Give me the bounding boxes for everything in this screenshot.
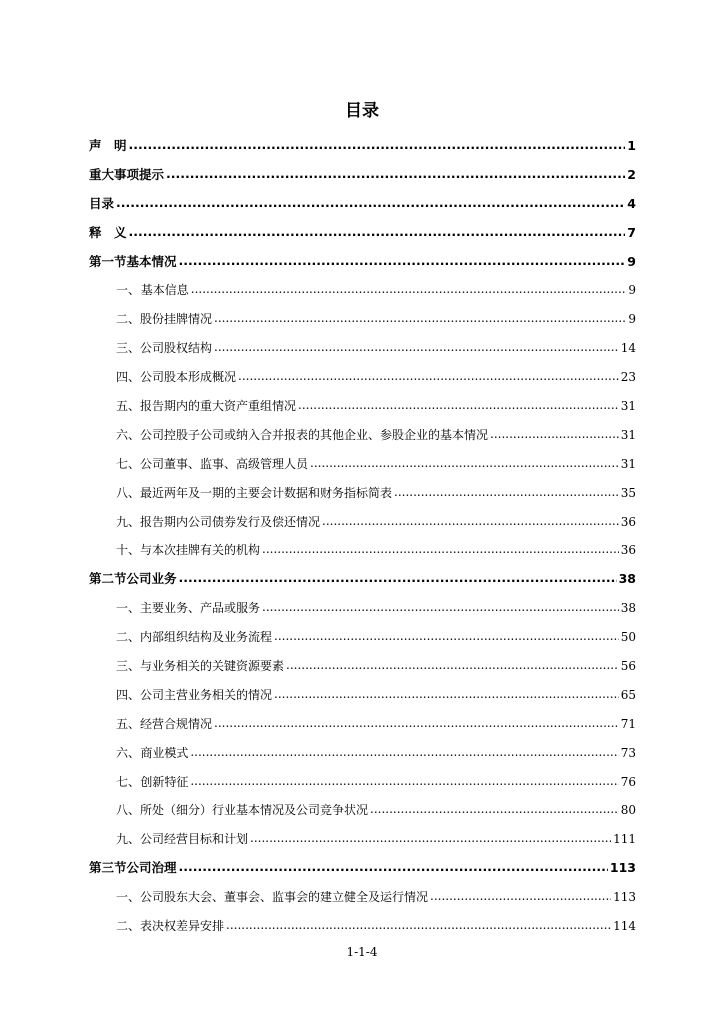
toc-subsection-entry[interactable] <box>89 309 636 338</box>
toc-entry-number: 一、 <box>116 601 141 616</box>
toc-entry-page-number: 36 <box>620 543 636 558</box>
toc-entry-number: 五、 <box>116 716 141 731</box>
toc-entry-page-number: 23 <box>620 370 636 385</box>
toc-entry-title: 公司股本形成概况 <box>140 370 237 385</box>
toc-entry-title: 基本信息 <box>140 283 189 298</box>
dot-leader <box>214 337 619 357</box>
toc-subsection-entry[interactable] <box>89 656 636 685</box>
toc-entry-number: 二、 <box>116 630 141 645</box>
toc-entry-title: 股份挂牌情况 <box>140 312 213 327</box>
toc-entry-number: 四、 <box>116 370 141 385</box>
toc-subsection-entry[interactable] <box>89 916 636 945</box>
toc-entry-number: 六、 <box>116 427 141 442</box>
toc-subsection-entry[interactable] <box>89 627 636 656</box>
toc-entry-title: 与本次挂牌有关的机构 <box>140 543 261 558</box>
toc-entry-page-number: 113 <box>609 860 636 876</box>
toc-entry-page-number: 31 <box>620 427 636 442</box>
dot-leader <box>190 771 618 791</box>
dot-leader <box>190 742 618 762</box>
toc-subsection-entry[interactable] <box>89 714 636 743</box>
toc-entry-page-number: 1 <box>627 138 636 153</box>
toc-entry-title: 与业务相关的关键资源要素 <box>140 659 285 674</box>
page-number-footer: 1-1-4 <box>346 945 378 959</box>
toc-entry-title: 最近两年及一期的主要会计数据和财务指标简表 <box>140 485 393 500</box>
toc-entry-number: 三、 <box>116 341 141 356</box>
toc-subsection-entry[interactable] <box>89 598 636 627</box>
toc-entry-title: 公司控股子公司或纳入合并报表的其他企业、参股企业的基本情况 <box>140 427 489 442</box>
toc-subsection-entry[interactable] <box>89 772 636 801</box>
dot-leader <box>166 164 625 184</box>
dot-leader <box>179 857 608 877</box>
toc-entry-title: 公司业务 <box>126 571 177 587</box>
toc-entry-title: 公司股权结构 <box>140 341 213 356</box>
toc-entry-page-number: 38 <box>620 601 636 616</box>
toc-section-entry[interactable] <box>89 858 636 887</box>
toc-subsection-entry[interactable] <box>89 280 636 309</box>
dot-leader <box>370 799 619 819</box>
toc-entry-page-number: 2 <box>627 166 636 182</box>
toc-subsection-entry[interactable] <box>89 454 636 483</box>
toc-entry-title: 商业模式 <box>140 745 189 760</box>
toc-section-entry[interactable] <box>89 252 636 281</box>
toc-entry-title: 目录 <box>89 195 115 211</box>
toc-entry-title: 所处（细分）行业基本情况及公司竞争状况 <box>140 803 369 818</box>
toc-heading: 目录 <box>345 101 379 121</box>
toc-entry-page-number: 7 <box>627 224 636 240</box>
toc-subsection-entry[interactable] <box>89 685 636 714</box>
toc-entry-page-number: 80 <box>620 803 636 818</box>
toc-section-entry[interactable] <box>89 194 636 223</box>
toc-entry-title: 内部组织结构及业务流程 <box>140 630 273 645</box>
toc-entry-page-number: 50 <box>620 630 636 645</box>
toc-entry-page-number: 31 <box>620 399 636 414</box>
toc-entry-number: 八、 <box>116 485 141 500</box>
toc-entry-number: 一、 <box>116 890 141 905</box>
dot-leader <box>214 308 626 328</box>
dot-leader <box>298 395 619 415</box>
dot-leader <box>214 713 619 733</box>
toc-section-entry[interactable] <box>89 569 636 598</box>
dot-leader <box>430 886 611 906</box>
toc-entry-page-number: 36 <box>620 514 636 529</box>
dot-leader <box>274 684 619 704</box>
toc-subsection-entry[interactable] <box>89 800 636 829</box>
toc-entry-title: 重大事项提示 <box>89 166 165 182</box>
toc-entry-page-number: 65 <box>620 687 636 702</box>
toc-entry-page-number: 56 <box>620 659 636 674</box>
dot-leader <box>286 655 619 675</box>
toc-subsection-entry[interactable] <box>89 396 636 425</box>
toc-entry-title: 公司经营目标和计划 <box>140 832 249 847</box>
toc-entry-number: 四、 <box>116 687 141 702</box>
toc-entry-page-number: 38 <box>618 571 636 587</box>
toc-entry-page-number: 14 <box>620 341 636 356</box>
toc-entry-page-number: 71 <box>620 716 636 731</box>
toc-section-entry[interactable] <box>89 136 636 165</box>
dot-leader <box>179 568 617 588</box>
toc-entry-number: 五、 <box>116 399 141 414</box>
dot-leader <box>322 511 619 531</box>
toc-entry-page-number: 111 <box>613 832 636 847</box>
dot-leader <box>179 251 626 271</box>
dot-leader <box>274 626 619 646</box>
toc-entry-number: 九、 <box>116 514 141 529</box>
toc-subsection-entry[interactable] <box>89 829 636 858</box>
toc-entry-number: 第二节 <box>89 571 127 587</box>
dot-leader <box>191 279 627 299</box>
toc-entry-page-number: 9 <box>628 283 636 298</box>
toc-subsection-entry[interactable] <box>89 512 636 541</box>
toc-entry-title: 经营合规情况 <box>140 716 213 731</box>
toc-entry-title: 主要业务、产品或服务 <box>140 601 261 616</box>
toc-entry-number: 七、 <box>116 456 141 471</box>
table-of-contents <box>89 136 636 945</box>
toc-entry-page-number: 9 <box>628 312 636 327</box>
toc-entry-title: 报告期内公司债券发行及偿还情况 <box>140 514 321 529</box>
toc-subsection-entry[interactable] <box>89 338 636 367</box>
dot-leader <box>262 597 619 617</box>
toc-entry-number: 二、 <box>116 312 141 327</box>
toc-entry-title: 公司治理 <box>126 860 177 876</box>
toc-entry-number: 一、 <box>116 283 141 298</box>
dot-leader <box>262 539 619 559</box>
dot-leader <box>394 482 619 502</box>
toc-entry-title: 创新特征 <box>140 774 189 789</box>
toc-entry-number: 第一节 <box>89 253 127 269</box>
toc-entry-title: 报告期内的重大资产重组情况 <box>140 399 297 414</box>
toc-entry-title: 公司股东大会、董事会、监事会的建立健全及运行情况 <box>140 890 429 905</box>
toc-entry-number: 第三节 <box>89 860 127 876</box>
dot-leader <box>129 135 626 155</box>
toc-entry-page-number: 31 <box>620 456 636 471</box>
toc-subsection-entry[interactable] <box>89 743 636 772</box>
toc-entry-number: 二、 <box>116 919 141 934</box>
toc-entry-page-number: 35 <box>620 485 636 500</box>
dot-leader <box>310 453 619 473</box>
toc-entry-page-number: 73 <box>620 745 636 760</box>
toc-entry-title: 基本情况 <box>126 253 177 269</box>
toc-entry-title: 表决权差异安排 <box>140 919 225 934</box>
dot-leader <box>116 193 625 213</box>
toc-subsection-entry[interactable] <box>89 887 636 916</box>
toc-section-entry[interactable] <box>89 223 636 252</box>
dot-leader <box>490 424 619 444</box>
toc-entry-number: 六、 <box>116 745 141 760</box>
toc-section-entry[interactable] <box>89 165 636 194</box>
toc-subsection-entry[interactable] <box>89 540 636 569</box>
toc-entry-page-number: 114 <box>613 919 636 934</box>
toc-entry-number: 七、 <box>116 774 141 789</box>
dot-leader <box>250 828 611 848</box>
toc-entry-page-number: 76 <box>620 774 636 789</box>
toc-entry-title: 释 义 <box>89 224 127 240</box>
toc-entry-number: 十、 <box>116 543 141 558</box>
dot-leader <box>226 915 611 935</box>
toc-subsection-entry[interactable] <box>89 483 636 512</box>
toc-entry-title: 公司董事、监事、高级管理人员 <box>140 456 309 471</box>
toc-entry-number: 九、 <box>116 832 141 847</box>
toc-entry-page-number: 113 <box>613 890 636 905</box>
toc-subsection-entry[interactable] <box>89 425 636 454</box>
toc-subsection-entry[interactable] <box>89 367 636 396</box>
toc-entry-number: 三、 <box>116 659 141 674</box>
toc-entry-title: 公司主营业务相关的情况 <box>140 687 273 702</box>
toc-entry-page-number: 4 <box>627 195 636 211</box>
toc-entry-page-number: 9 <box>627 253 636 269</box>
dot-leader <box>238 366 619 386</box>
toc-entry-number: 八、 <box>116 803 141 818</box>
toc-entry-title: 声 明 <box>89 138 127 153</box>
dot-leader <box>129 222 626 242</box>
